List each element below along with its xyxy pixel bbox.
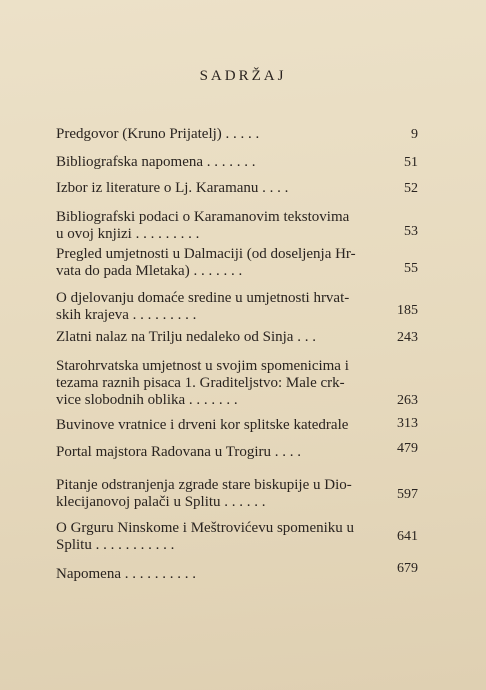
page-number: 313	[397, 416, 418, 431]
page-number: 263	[397, 393, 418, 408]
toc-entry	[56, 180, 418, 197]
toc-entry	[56, 358, 418, 409]
page-number: 9	[411, 127, 418, 142]
entry-line: tezama raznih pisaca 1. Graditeljstvo: Male crk-	[56, 375, 345, 391]
entry-line: Napomena . . . . . . . . . .	[56, 566, 196, 582]
toc-entry	[56, 561, 418, 583]
entry-line: vata do pada Mletaka) . . . . . . .	[56, 263, 243, 279]
page-number: 51	[404, 155, 418, 170]
entry-line: Bibliografski podaci o Karamanovim tekstovima	[56, 209, 350, 225]
entry-line: Predgovor (Kruno Prijatelj) . . . . .	[56, 126, 260, 142]
entry-line: O djelovanju domaće sredine u umjetnosti hrvat-	[56, 290, 350, 306]
entry-line: u ovoj knjizi . . . . . . . . .	[56, 226, 200, 242]
entry-line: Buvinove vratnice i drveni kor splitske katedrale	[56, 417, 349, 433]
page-number: 679	[397, 561, 418, 576]
page-number: 53	[404, 224, 418, 239]
page-number: 597	[397, 487, 418, 502]
toc-entry	[56, 520, 418, 554]
toc-entry	[56, 209, 418, 243]
entry-line: Zlatni nalaz na Trilju nedaleko od Sinja . . .	[56, 329, 316, 345]
entry-line: Izbor iz literature o Lj. Karamanu . . . .	[56, 180, 289, 196]
toc-entry	[56, 329, 418, 346]
entry-line: vice slobodnih oblika . . . . . . .	[56, 392, 238, 408]
toc-entry	[56, 477, 418, 511]
entry-line: Bibliografska napomena . . . . . . .	[56, 154, 256, 170]
page-number: 243	[397, 330, 418, 345]
toc-entry	[56, 441, 418, 461]
page-number: 185	[397, 303, 418, 318]
toc-entry	[56, 290, 418, 324]
entry-line: Starohrvatska umjetnost u svojim spomenicima i	[56, 358, 349, 374]
page-number: 52	[404, 181, 418, 196]
entry-line: Pitanje odstranjenja zgrade stare biskupije u Dio-	[56, 477, 352, 493]
page-number: 641	[397, 529, 418, 544]
entry-line: O Grguru Ninskome i Meštrovićevu spomeniku u	[56, 520, 355, 536]
toc-entry	[56, 154, 418, 171]
toc-entry	[56, 126, 418, 143]
entry-line: Portal majstora Radovana u Trogiru . . . .	[56, 444, 301, 460]
toc-entry	[56, 417, 418, 434]
toc-entry	[56, 246, 418, 280]
entry-line: Splitu . . . . . . . . . . .	[56, 537, 175, 553]
entry-line: Pregled umjetnosti u Dalmaciji (od doseljenja Hr-	[56, 246, 356, 262]
entry-line: klecijanovoj palači u Splitu . . . . . .	[56, 494, 266, 510]
entry-line: skih krajeva . . . . . . . . .	[56, 307, 197, 323]
page-number: 479	[397, 441, 418, 456]
page-number: 55	[404, 261, 418, 276]
page-title: SADRŽAJ	[199, 68, 287, 84]
